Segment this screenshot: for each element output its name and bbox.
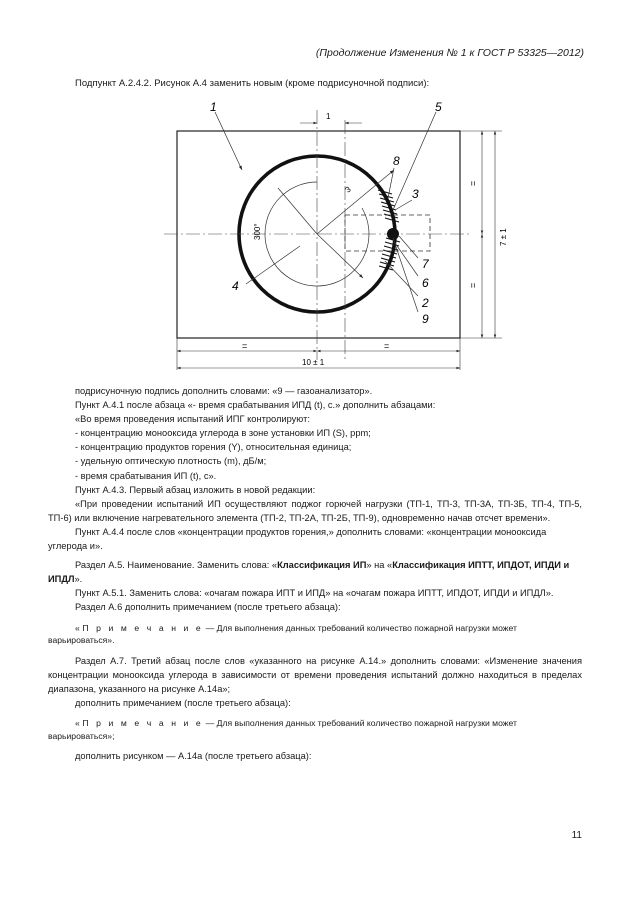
callout-5: 5 xyxy=(435,100,442,114)
para-figure-add: дополнить рисунком — А.14а (после третьего абзаца): xyxy=(75,751,312,762)
note-1: «П р и м е ч а н и е — Для выполнения данных требований количество пожарной нагрузки может варьироваться». xyxy=(48,622,517,646)
dim-eq-right: = xyxy=(384,341,390,351)
callout-8: 8 xyxy=(393,154,400,168)
callout-7: 7 xyxy=(422,257,429,271)
dim-radius: 3 xyxy=(343,184,353,195)
para-caption: подрисуночную подпись дополнить словами: «9 — газоанализатор». xyxy=(75,386,373,396)
dim-eq-upper: = xyxy=(468,180,478,186)
para-monitor: «Во время проведения испытаний ИПГ контролируют: xyxy=(75,414,310,425)
figure-a4 xyxy=(150,98,520,380)
room-outline xyxy=(177,131,460,338)
dim-width: 10 ± 1 xyxy=(302,358,325,367)
callout-4: 4 xyxy=(232,279,239,293)
page-number: 11 xyxy=(571,830,582,841)
para-a7: Раздел А.7. Третий абзац после слов «указанного на рисунке А.14.» дополнить словами: «Изменение значения концентрации монооксида углерода в зависимости от времени проведения испытаний должно находиться в пределах диапазона, указанного на рисунке А.14а»; xyxy=(48,655,582,694)
dim-eq-lower: = xyxy=(468,282,478,288)
callout-9: 9 xyxy=(422,312,429,326)
dim-top: 1 xyxy=(326,112,331,121)
dim-height: 7 ± 1 xyxy=(499,228,508,246)
callout-6: 6 xyxy=(422,276,429,290)
list-co: - концентрацию монооксида углерода в зоне установки ИП (S), ppm; xyxy=(75,428,371,439)
para-a6: Раздел А.6 дополнить примечанием (после третьего абзаца): xyxy=(75,602,341,613)
para-a41: Пункт А.4.1 после абзаца «- время срабатывания ИПД (t), с.» дополнить абзацами: xyxy=(75,400,436,411)
para-ignition: «При проведении испытаний ИП осуществляют поджог горючей нагрузки (ТП-1, ТП-3, ТП-3А, ТП-3Б, ТП-4, ТП-5, ТП-6) или включение нагревательного элемента (ТП-2, ТП-2А, ТП-2Б, ТП-9), одновременно начав отсчет времени». xyxy=(48,498,582,523)
para-a51: Пункт А.5.1. Заменить слова: «очагам пожара ИПТ и ИПД» на «очагам пожара ИПТТ, ИПДОТ, ИПДИ и ИПДЛ». xyxy=(75,588,554,599)
list-time: - время срабатывания ИП (t), с». xyxy=(75,470,217,481)
intro-line: Подпункт А.2.4.2. Рисунок А.4 заменить новым (кроме подрисуночной подписи): xyxy=(75,78,430,89)
list-density: - удельную оптическую плотность (m), дБ/м; xyxy=(75,456,267,467)
para-a44: Пункт А.4.4 после слов «концентрации продуктов горения,» дополнить словами: «концентрации монооксида углерода и». xyxy=(48,526,547,552)
para-note-add: дополнить примечанием (после третьего абзаца): xyxy=(75,697,291,708)
body-text xyxy=(48,384,582,763)
callout-1: 1 xyxy=(210,100,217,114)
list-products: - концентрацию продуктов горения (Y), относительная единица; xyxy=(75,442,352,453)
para-a43: Пункт А.4.3. Первый абзац изложить в новой редакции: xyxy=(75,484,316,495)
para-a5: Раздел А.5. Наименование. Заменить слова: «Классификация ИП» на «Классификация ИПТТ, ИПДОТ, ИПДИ и ИПДЛ». xyxy=(48,560,570,585)
dim-eq-left: = xyxy=(242,341,248,351)
note-2: «П р и м е ч а н и е — Для выполнения данных требований количество пожарной нагрузки может варьироваться»; xyxy=(48,718,517,741)
angle-label: 300° xyxy=(253,223,262,240)
page-header: (Продолжение Изменения № 1 к ГОСТ Р 53325—2012) xyxy=(315,47,584,59)
callout-2: 2 xyxy=(422,296,429,310)
callout-3: 3 xyxy=(412,187,419,201)
